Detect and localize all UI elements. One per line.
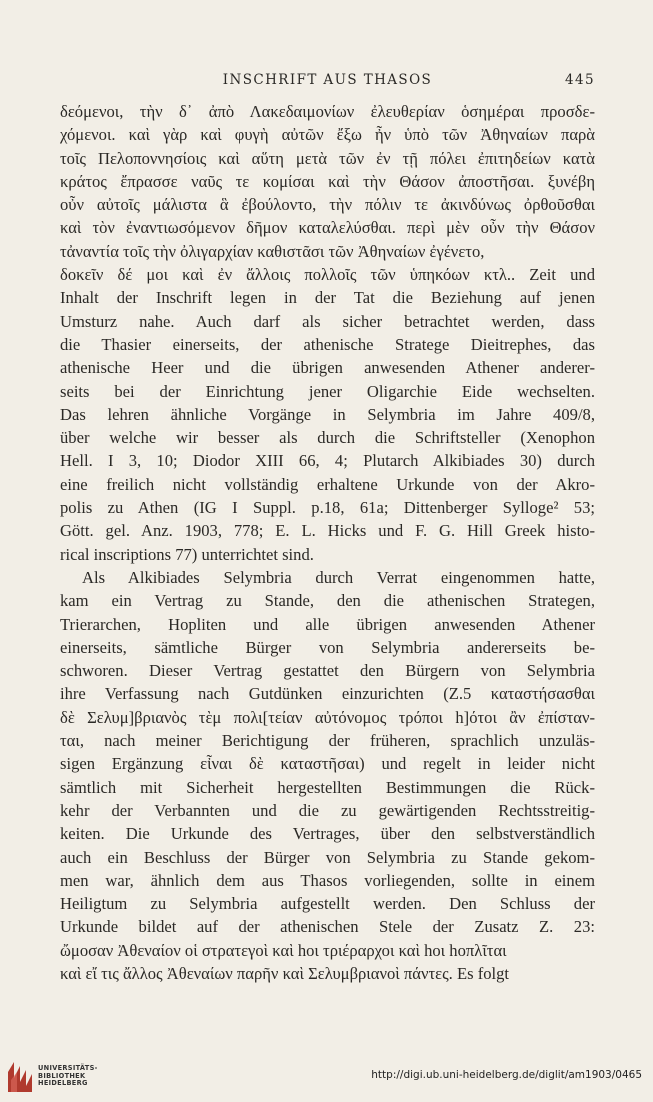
text-line: Das lehren ähnliche Vorgänge in Selymbria im Jahre 409/8, — [60, 404, 595, 424]
text-line: δοκεῖν δέ μοι καὶ ἐν ἄλλοις πολλοῖς τῶν ὑπηκόων κτλ.. Zeit und — [60, 265, 595, 285]
text-line: καὶ εἴ τις ἄλλος Ἀθεναίων παρῆν καὶ Σελυμβριανοὶ πάντες. Es folgt — [60, 963, 510, 983]
text-line: Inhalt der Inschrift legen in der Tat die Beziehung auf jenen — [60, 288, 595, 308]
text-line: sigen Ergänzung εἶναι δὲ καταστῆσαι) und regelt in leider nicht — [60, 754, 595, 774]
text-line: Gött. gel. Anz. 1903, 778; E. L. Hicks und F. G. Hill Greek histo- — [60, 521, 595, 541]
text-line: Umsturz nahe. Auch darf als sicher betrachtet werden, dass — [60, 311, 595, 331]
text-line: polis zu Athen (IG I Suppl. p.18, 61a; Dittenberger Sylloge² 53; — [60, 498, 595, 518]
text-line: Trierarchen, Hopliten und alle übrigen anwesenden Athener — [60, 614, 595, 634]
text-line: Hell. I 3, 10; Diodor XIII 66, 4; Plutarch Alkibiades 30) durch — [60, 451, 595, 471]
text-line: die Thasier einerseits, der athenische Stratege Dieitrephes, das — [60, 334, 595, 354]
text-line: κράτος ἔπρασσε ναῦς τε κομίσαι καὶ τὴν Θάσον ἀποστῆσαι. ξυνέβη — [60, 171, 595, 191]
text-line: seits bei der Einrichtung jener Oligarchie Eide wechselten. — [60, 381, 595, 401]
text-line: kehr der Verbannten und die zu gewärtigenden Rechtsstreitig- — [60, 800, 595, 820]
text-line: καὶ τὸν ἐναντιωσόμενον δῆμον καταλελύσθαι. περὶ μὲν οὖν τὴν Θάσον — [60, 218, 595, 238]
text-line: τἀναντία τοῖς τὴν ὀλιγαρχίαν καθιστᾶσι τῶν Ἀθηναίων ἐγένετο, — [60, 241, 485, 261]
running-title: INSCHRIFT AUS THASOS — [222, 72, 433, 88]
text-line: einerseits, sämtliche Bürger von Selymbria andererseits be- — [60, 637, 595, 657]
text-line: rical inscriptions 77) unterrichtet sind. — [60, 544, 314, 564]
library-name: UNIVERSITÄTS- BIBLIOTHEK HEIDELBERG — [38, 1064, 98, 1088]
text-line: Urkunde bildet auf der athenischen Stele der Zusatz Z. 23: — [60, 917, 595, 937]
text-line: keiten. Die Urkunde des Vertrages, über den selbstverständlich — [60, 824, 595, 844]
text-line: auch ein Beschluss der Bürger von Selymbria zu Stande gekom- — [60, 847, 595, 867]
text-line: eine freilich nicht vollständig erhaltene Urkunde von der Akro- — [60, 474, 595, 494]
text-line: athenische Heer und die übrigen anwesenden Athener anderer- — [60, 358, 595, 378]
text-line: kam ein Vertrag zu Stande, den die athenischen Strategen, — [60, 591, 595, 611]
text-line: über welche wir besser als durch die Schriftsteller (Xenophon — [60, 428, 595, 448]
text-line: ihre Verfassung nach Gutdünken einzurichten (Z.5 καταστήσασθαι — [60, 684, 595, 704]
text-line: ὤμοσαν Ἀθεναίον οἱ στρατεγοὶ καὶ hοι τριέραρχοι καὶ hοι hοπλῖται — [60, 940, 507, 960]
text-line: Als Alkibiades Selymbria durch Verrat eingenommen hatte, — [82, 567, 595, 587]
text-line: ται, nach meiner Berichtigung der früheren, sprachlich unzuläs- — [60, 731, 595, 751]
text-line: sämtlich mit Sicherheit hergestellten Bestimmungen die Rück- — [60, 777, 595, 797]
text-line: schworen. Dieser Vertrag gestattet den Bürgern von Selymbria — [60, 661, 595, 681]
heidelberg-library-logo-icon — [6, 1058, 34, 1094]
source-url-link[interactable]: http://digi.ub.uni-heidelberg.de/diglit/am1903/0465 — [371, 1069, 642, 1081]
page-number: 445 — [565, 72, 595, 88]
text-line: Heiligtum zu Selymbria aufgestellt werden. Den Schluss der — [60, 894, 595, 914]
text-line: τοῖς Πελοποννησίοις καὶ αὕτη μετὰ τῶν ἐν τῇ πόλει ἐπιτηδείων κατὰ — [60, 148, 595, 168]
body-text — [60, 100, 595, 985]
text-line: χόμενοι. καὶ γὰρ καὶ φυγὴ αὐτῶν ἔξω ἦν ὑπὸ τῶν Ἀθηναίων παρὰ — [60, 125, 595, 145]
footer — [0, 1050, 653, 1102]
text-line: men war, ähnlich dem aus Thasos vorliegenden, sollte in einem — [60, 870, 595, 890]
text-line: δεόμενοι, τὴν δ᾽ ἀπὸ Λακεδαιμονίων ἐλευθερίαν ὁσημέραι προσδε- — [60, 102, 595, 121]
text-line: δὲ Σελυμ]βριανὸς τὲμ πολι[τείαν αὐτόνομος τρόποι h]ότοι ἂν ἐπίσταν- — [60, 707, 595, 727]
text-line: οὖν αὐτοῖς μάλιστα ἃ ἐβούλοντο, τὴν πόλιν τε ἀκινδύνως ὀρθοῦσθαι — [60, 195, 595, 215]
